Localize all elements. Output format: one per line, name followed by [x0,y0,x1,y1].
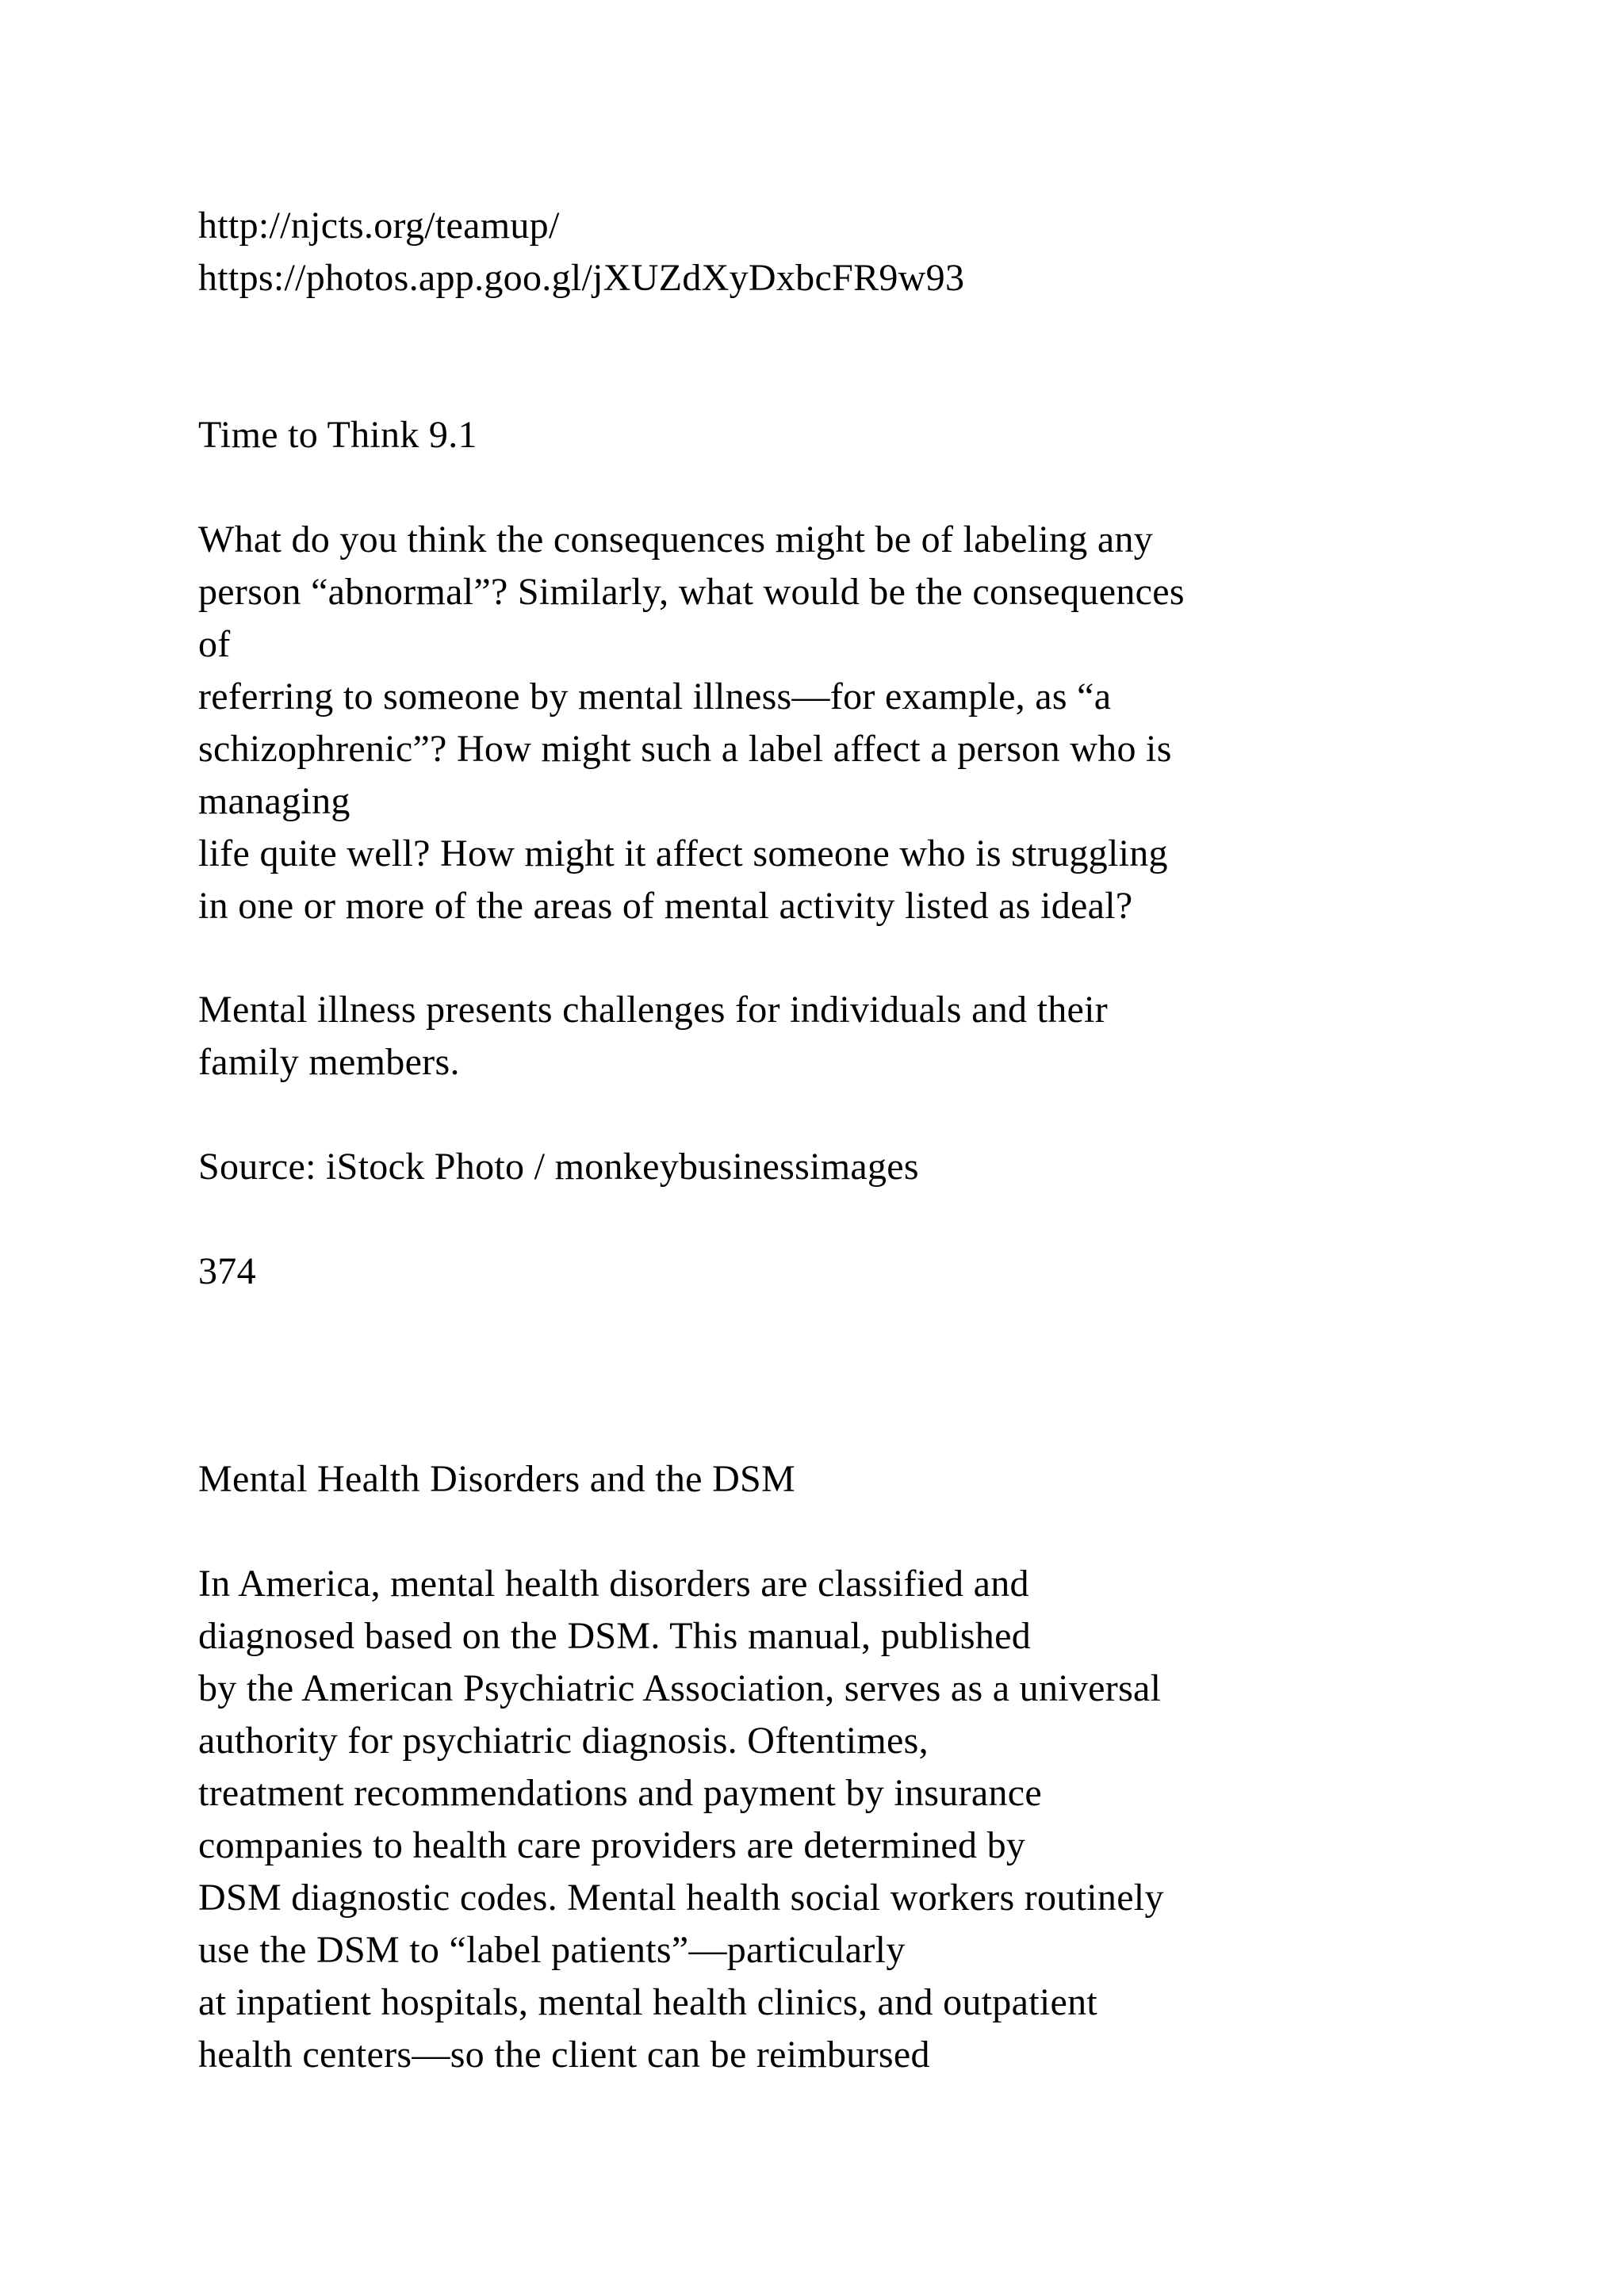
caption-line: family members. [198,1041,460,1083]
paragraph-line: health centers—so the client can be reimbursed [198,2034,930,2076]
paragraph-line: authority for psychiatric diagnosis. Oftentimes, [198,1720,929,1762]
caption-line: Mental illness presents challenges for individuals and their [198,989,1109,1031]
paragraph-line: managing [198,780,350,822]
paragraph-line: at inpatient hospitals, mental health clinics, and outpatient [198,1981,1098,2023]
page-number: 374 [198,1250,256,1292]
paragraph-line: use the DSM to “label patients”—particularly [198,1929,906,1971]
teamup-link-text: http://njcts.org/teamup/ [198,205,560,247]
image-source-credit: Source: iStock Photo / monkeybusinessimages [198,1146,919,1188]
paragraph-line: What do you think the consequences might be of labeling any [198,519,1154,561]
paragraph-line: in one or more of the areas of mental activity listed as ideal? [198,885,1133,927]
paragraph-line: referring to someone by mental illness—for example, as “a [198,675,1112,718]
paragraph-line: life quite well? How might it affect someone who is struggling [198,832,1168,874]
photos-link-text: https://photos.app.goo.gl/jXUZdXyDxbcFR9w93 [198,257,965,299]
section-heading: Mental Health Disorders and the DSM [198,1458,796,1500]
paragraph-line: treatment recommendations and payment by insurance [198,1772,1042,1814]
paragraph-line: by the American Psychiatric Association, serves as a universal [198,1667,1162,1709]
paragraph-line: of [198,623,231,665]
time-to-think-heading: Time to Think 9.1 [198,414,477,456]
paragraph-line: person “abnormal”? Similarly, what would be the consequences [198,571,1185,613]
paragraph-line: diagnosed based on the DSM. This manual, published [198,1615,1031,1657]
paragraph-line: In America, mental health disorders are classified and [198,1563,1029,1605]
paragraph-line: DSM diagnostic codes. Mental health social workers routinely [198,1877,1164,1919]
paragraph-line: companies to health care providers are determined by [198,1824,1026,1866]
paragraph-line: schizophrenic”? How might such a label affect a person who is [198,728,1172,770]
